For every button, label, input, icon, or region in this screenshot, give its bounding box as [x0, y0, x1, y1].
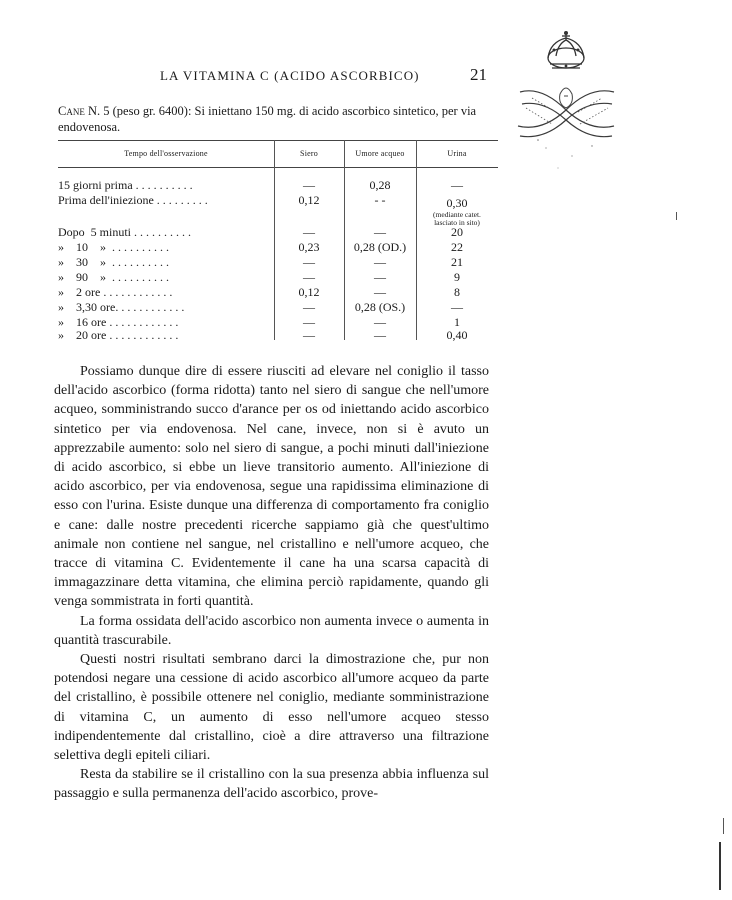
aqueous-cell: —	[374, 270, 386, 284]
paragraph: La forma ossidata dell'acido ascorbico non aumenta invece o aumenta in quantità trascurabile.	[54, 613, 489, 648]
table-row	[58, 240, 498, 255]
aqueous-cell: 0,28	[369, 178, 391, 192]
urine-cell: 8	[454, 285, 460, 299]
urine-cell: 22	[451, 240, 463, 254]
serum-cell: 0,12	[298, 285, 320, 299]
scan-mark	[723, 818, 724, 834]
table-row	[58, 300, 498, 315]
urine-cell: 9	[454, 270, 460, 284]
running-header	[0, 65, 732, 88]
time-cell: » 16 ore . . . . . . . . . . . .	[58, 315, 179, 329]
table-header-rule	[58, 167, 498, 168]
table-row	[58, 328, 498, 343]
paragraph: Possiamo dunque dire di essere riusciti ad elevare nel coniglio il tasso dell'acido ascorbico (forma ridotta) tanto nel siero di sangue che nell'umore acqueo, somministrando succo d'arance per os od iniettando acido ascorbico sintetico per via endovenosa. Nel cane, invece, non si è avuto un apprezzabile aumento: solo nel siero di sangue, a pochi minuti dall'iniezione di acido ascorbico, si ebbe un lieve transitorio aumento. All'iniezione di acido ascorbico, per via endovenosa, segue una rapidissima eliminazione di esso con l'urina. Esiste dunque una differenza di comportamento fra coniglio e cane: dalle nostre precedenti ricerche sappiamo già che quest'ultimo animale non contiene nel sangue, nel cristallino e nell'umore acqueo, che tracce di vitamina C. Evidentemente il cane ha una scarsa capacità di immagazzinare detta vitamina, che elimina perciò rapidamente, quando gli venga sommistrata in forti quantità.	[54, 364, 489, 610]
header-aqueous: Umore acqueo	[355, 149, 405, 158]
aqueous-cell: 0,28 (OS.)	[354, 300, 406, 314]
scan-mark	[719, 842, 721, 890]
time-cell: Dopo 5 minuti . . . . . . . . . .	[58, 225, 192, 239]
urine-cell: —	[451, 300, 463, 314]
table-row	[58, 285, 498, 300]
serum-cell: —	[303, 315, 315, 329]
time-cell: 15 giorni prima . . . . . . . . . .	[58, 178, 193, 192]
table-top-rule	[58, 140, 498, 141]
time-cell: » 3,30 ore. . . . . . . . . . . .	[58, 300, 185, 314]
serum-cell: 0,12	[298, 193, 320, 207]
header-time: Tempo dell'osservazione	[124, 149, 208, 158]
aqueous-cell: 0,28 (OD.)	[353, 240, 407, 254]
results-table	[58, 140, 498, 340]
paragraph: Resta da stabilire se il cristallino con la sua presenza abbia influenza sul passaggio e sulla permanenza dell'acido ascorbico, prove-	[54, 767, 489, 802]
table-row	[58, 225, 498, 240]
serum-cell: —	[303, 225, 315, 239]
table-row	[58, 178, 498, 193]
case-description	[58, 103, 498, 135]
serum-cell: —	[303, 328, 315, 342]
urine-note-line: lasciato in sito)	[434, 218, 480, 227]
time-cell: » 2 ore . . . . . . . . . . . .	[58, 285, 173, 299]
case-text: N. 5 (peso gr. 6400): Si iniettano 150 mg. di acido ascorbico sintetico, per via endovenosa.	[58, 104, 477, 134]
urine-cell: 20	[451, 225, 463, 239]
table-row	[58, 193, 498, 208]
time-cell: » 10 » . . . . . . . . . .	[58, 240, 169, 254]
table-row	[58, 255, 498, 270]
urine-cell: 0,30	[446, 196, 468, 210]
urine-note-line: (mediante catet.	[433, 210, 481, 219]
header-serum: Siero	[300, 149, 318, 158]
scan-mark	[676, 212, 677, 220]
urine-cell: 0,40	[446, 328, 468, 342]
aqueous-cell: —	[374, 285, 386, 299]
time-cell: » 30 » . . . . . . . . . .	[58, 255, 169, 269]
running-title: LA VITAMINA C (ACIDO ASCORBICO)	[160, 68, 420, 83]
urine-cell: 1	[454, 315, 460, 329]
aqueous-cell: —	[374, 315, 386, 329]
paragraph: Questi nostri risultati sembrano darci la dimostrazione che, pur non potendosi negare una cessione di acido ascorbico all'umore acqueo da parte del cristallino, è possibile ottenere nel coniglio, mediante somministrazione di vitamina C, un aumento di esso nell'umore acqueo stesso indipendentemente dal cristallino, cioè a dire attraverso una filtrazione selettiva degli epiteli ciliari.	[54, 652, 489, 764]
case-label: Cane	[58, 104, 85, 118]
serum-cell: —	[303, 178, 315, 192]
aqueous-cell: —	[374, 328, 386, 342]
aqueous-cell: - -	[374, 193, 386, 207]
serum-cell: 0,23	[298, 240, 320, 254]
urine-cell: —	[451, 178, 463, 192]
serum-cell: —	[303, 300, 315, 314]
page-number: 21	[470, 65, 487, 84]
table-row	[58, 270, 498, 285]
aqueous-cell: —	[374, 225, 386, 239]
serum-cell: —	[303, 270, 315, 284]
header-urine: Urina	[447, 149, 467, 158]
serum-cell: —	[303, 255, 315, 269]
time-cell: » 20 ore . . . . . . . . . . . .	[58, 328, 179, 342]
urine-cell: 21	[451, 255, 463, 269]
crown-seal-icon	[512, 28, 620, 178]
time-cell: Prima dell'iniezione . . . . . . . . .	[58, 193, 208, 207]
body-text	[54, 362, 489, 804]
aqueous-cell: —	[374, 255, 386, 269]
time-cell: » 90 » . . . . . . . . . .	[58, 270, 169, 284]
